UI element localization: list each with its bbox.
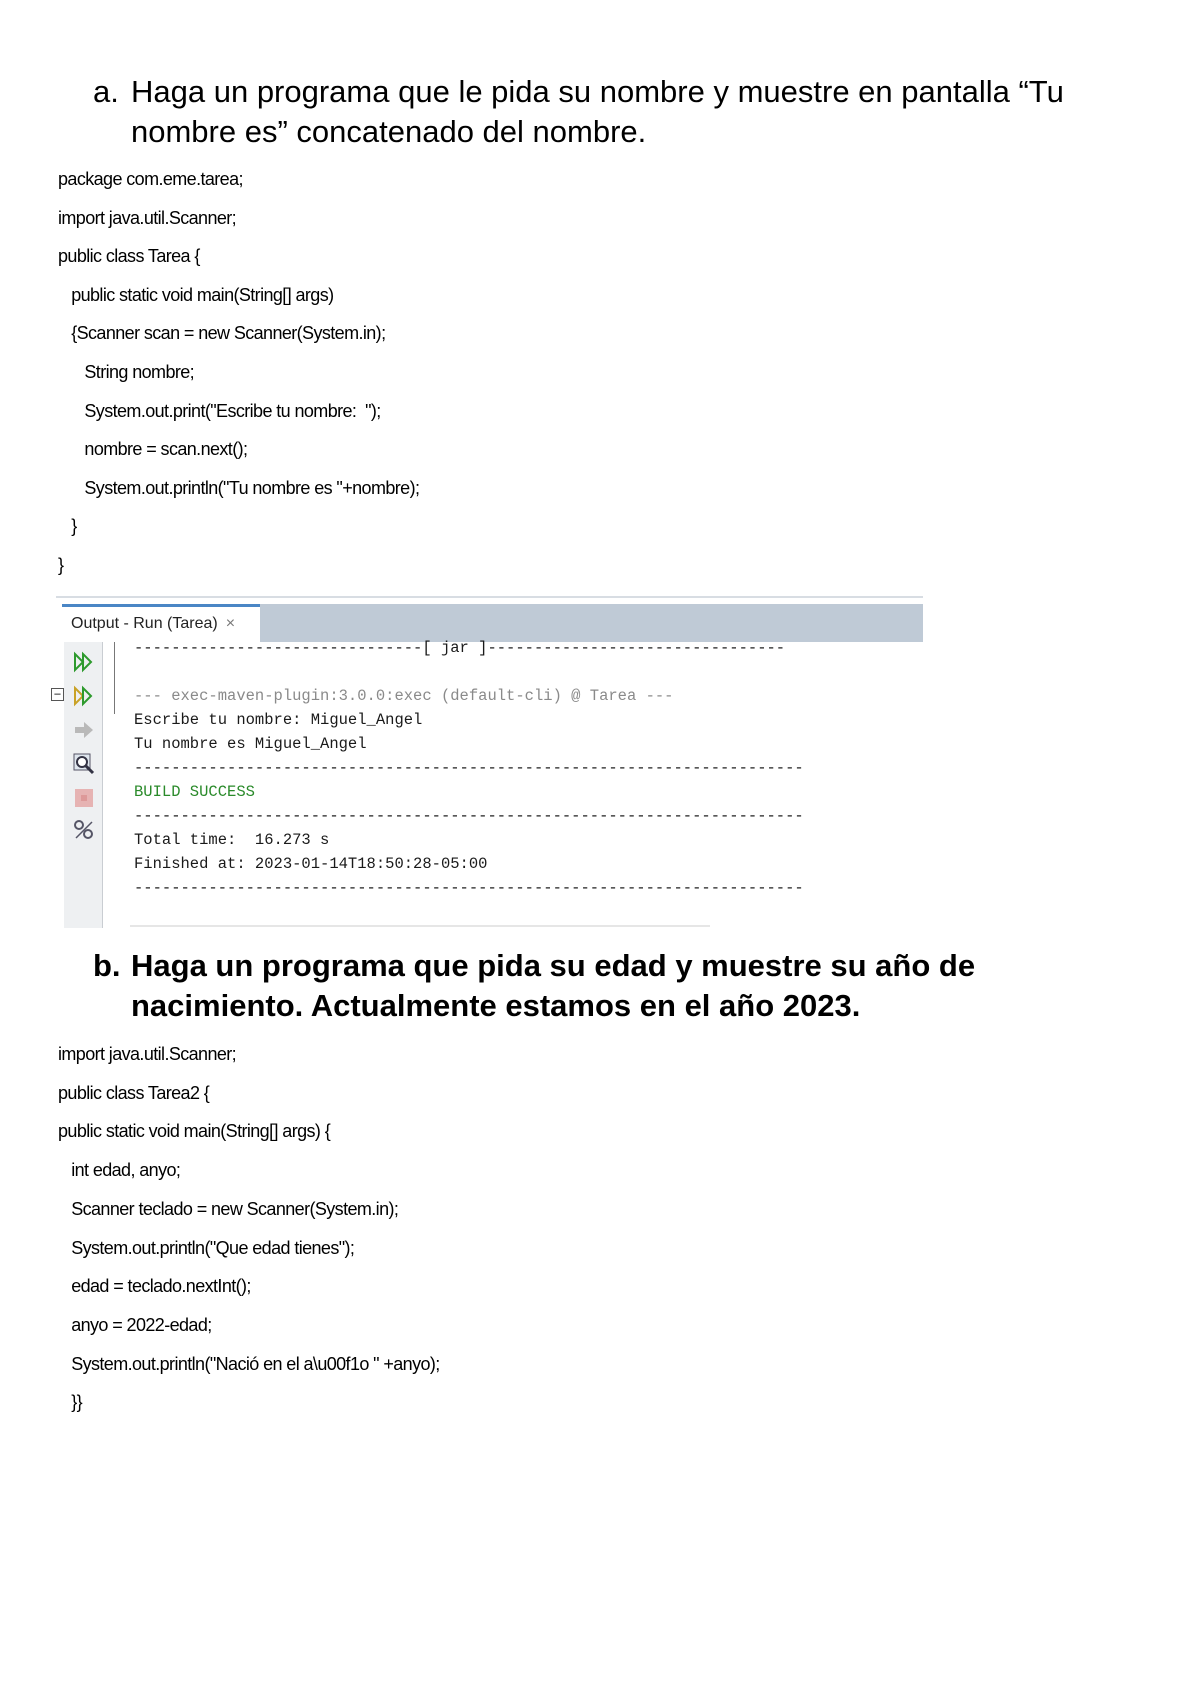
code-line: nombre = scan.next(); [58,439,248,460]
console-line: -------------------------------[ jar ]-------------------------------- [134,639,786,657]
code-line: }} [58,1392,83,1413]
code-line: String nombre; [58,362,195,382]
code-line: System.out.println("Tu nombre es "+nombre); [58,477,420,498]
console-line: Finished at: 2023-01-14T18:50:28-05:00 [134,855,488,873]
fold-guide-line [114,642,115,714]
stop-icon[interactable] [72,786,96,810]
stop-arrow-icon[interactable] [72,718,96,742]
code-line: public static void main(String[] args) { [58,1121,331,1142]
code-line: int edad, anyo; [58,1160,181,1181]
console-line [134,660,804,684]
code-line: import java.util.Scanner; [58,1044,237,1064]
heading-b [93,946,1153,1026]
rerun-with-options-icon[interactable] [72,684,96,708]
console-line: Tu nombre es Miguel_Angel [134,735,367,753]
code-line: System.out.print("Escribe tu nombre: "); [58,400,381,421]
code-line: Scanner teclado = new Scanner(System.in); [58,1198,399,1219]
close-icon[interactable]: × [225,615,236,632]
fold-toggle[interactable]: − [51,688,64,701]
code-line: public static void main(String[] args) [58,284,334,305]
code-line: } [58,516,77,537]
console-line: Escribe tu nombre: Miguel_Angel [134,711,423,729]
code-line: edad = teclado.nextInt(); [58,1276,251,1297]
search-output-icon[interactable] [72,752,96,776]
code-line: System.out.println("Nació en el a\u00f1o " +anyo); [58,1353,440,1374]
code-line: } [58,555,64,575]
console-line: BUILD SUCCESS [134,783,255,801]
code-line: {Scanner scan = new Scanner(System.in); [58,323,386,344]
ide-side-toolbar [64,642,103,928]
rerun-icon[interactable] [72,650,96,674]
heading-a [93,72,1153,152]
code-line: public class Tarea2 { [58,1082,210,1103]
code-line: System.out.println("Que edad tienes"); [58,1237,355,1258]
code-line: package com.eme.tarea; [58,169,243,189]
tab-output-run-label: Output - Run (Tarea) [71,615,218,632]
list-marker-b: b. [93,948,121,983]
console-line: --- exec-maven-plugin:3.0.0:exec (default-cli) @ Tarea --- [134,687,674,705]
code-line: anyo = 2022-edad; [58,1314,212,1335]
settings-icon[interactable] [72,818,96,842]
console-output [134,636,804,900]
console-line: Total time: 16.273 s [134,831,330,849]
console-line: ------------------------------------------------------------------------ [134,807,804,825]
heading-a-text: Haga un programa que le pida su nombre y muestre en pantalla “Tu nombre es” concatenado del nombre. [131,74,1064,149]
list-marker-a: a. [93,74,119,109]
code-line: public class Tarea { [58,246,200,267]
console-line: ------------------------------------------------------------------------ [134,879,804,897]
ide-divider [130,925,710,927]
console-line: ------------------------------------------------------------------------ [134,759,804,777]
code-line: import java.util.Scanner; [58,207,237,228]
heading-b-text: Haga un programa que pida su edad y muestre su año de nacimiento. Actualmente estamos en el año 2023. [131,948,976,1023]
